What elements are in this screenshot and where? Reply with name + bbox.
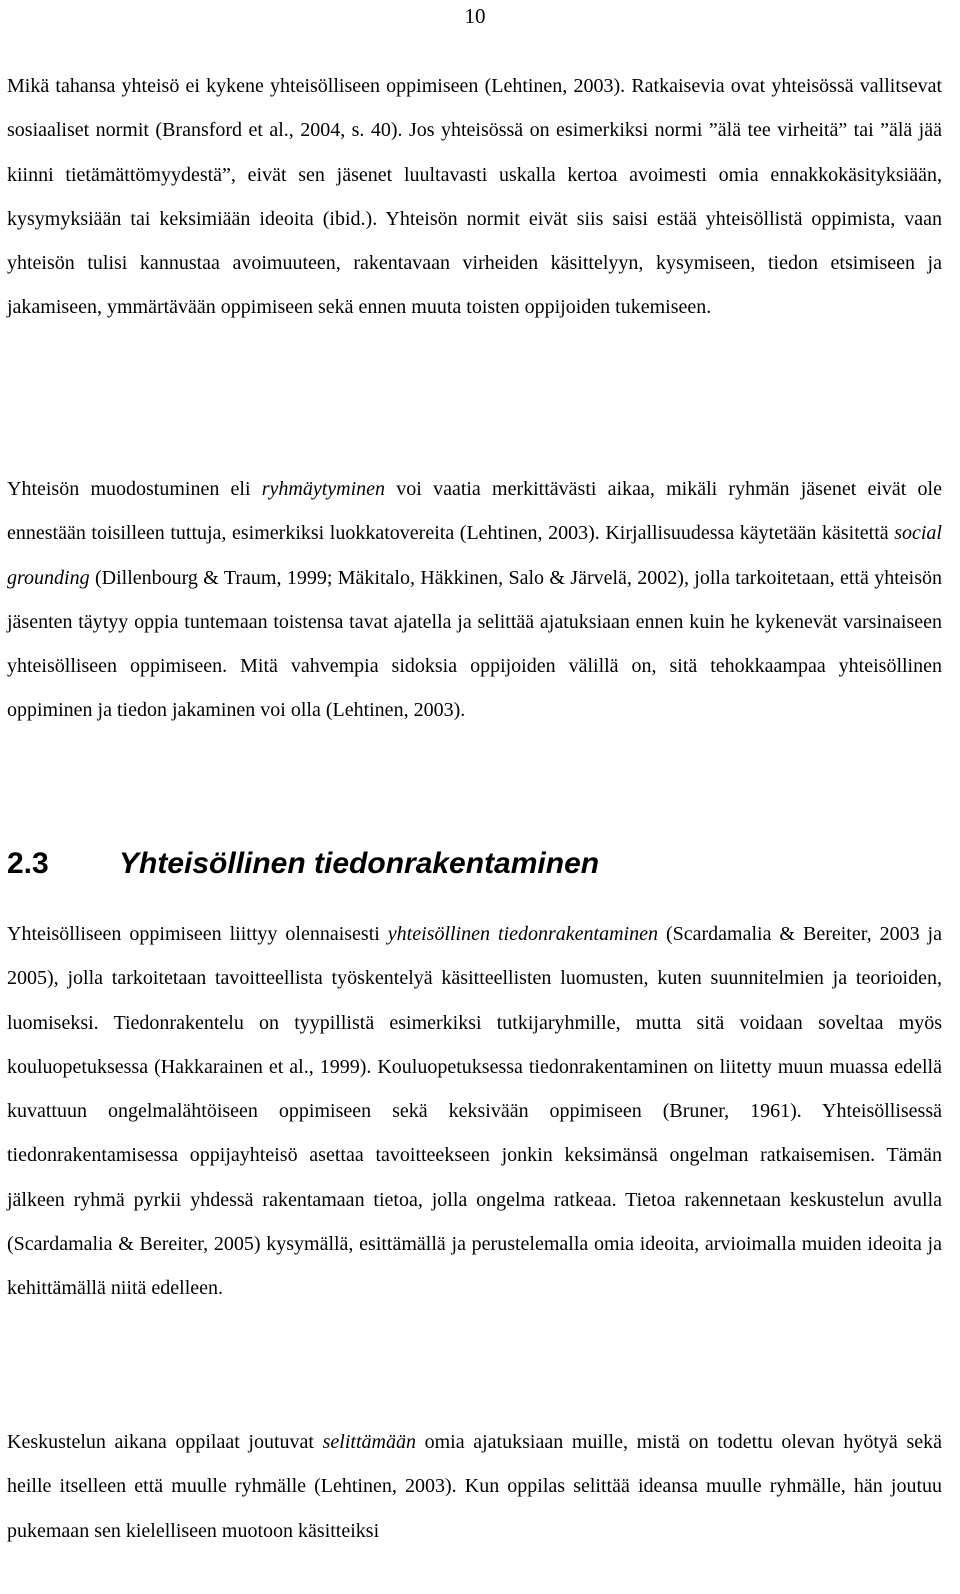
text-run: Mikä tahansa yhteisö ei kykene yhteisölliseen oppimiseen (Lehtinen, 2003). Ratkaisevia ovat yhteisössä vallitsevat sosiaaliset normit (Bransford et al., 2004, s. 40). Jos yhteisössä on esimerkiksi normi ”älä tee virheitä” tai ”älä jää kiinni tietämättömyydestä”, eivät sen jäsenet luultavasti uskalla kertoa avoimesti omia ennakkokäsityksiään, kysymyksiään tai keksimiään ideoita (ibid.). Yhteisön normit eivät siis saisi estää yhteisöllistä oppimista, vaan yhteisön tulisi kannustaa avoimuuteen, rakentavaan virheiden käsittelyyn, kysymiseen, tiedon etsimiseen ja jakamiseen, ymmärtävään oppimiseen sekä ennen muuta toisten oppijoiden tukemiseen. [7,75,942,319]
text-run: (Dillenbourg & Traum, 1999; Mäkitalo, Häkkinen, Salo & Järvelä, 2002), jolla tarkoitetaan, että yhteisön jäsenten täytyy oppia tuntemaan toistensa tavat ajatella ja selittää ajatuksiaan ennen kuin he kykenevät varsinaiseen yhteisölliseen oppimiseen. Mitä vahvempia sidoksia oppijoiden välillä on, sitä tehokkaampaa yhteisöllinen oppiminen ja tiedon jakaminen voi olla (Lehtinen, 2003). [7,566,942,722]
italic-term: yhteisöllinen tiedonrakentaminen [387,923,658,945]
section-title: Yhteisöllinen tiedonrakentaminen [119,847,600,880]
text-run: (Scardamalia & Bereiter, 2003 ja 2005), jolla tarkoitetaan tavoitteellista työskentelyä käsitteellisten luomusten, kuten suunnitelmien ja teorioiden, luomiseksi. Tiedonrakentelu on tyypillistä esimerkiksi tutkijaryhmille, mutta sitä voidaan soveltaa myös kouluopetuksessa (Hakkarainen et al., 1999). Kouluopetuksessa tiedonrakentaminen on liitetty muun muassa edellä kuvattuun ongelmalähtöiseen oppimiseen sekä keksivään oppimiseen (Bruner, 1961). Yhteisöllisessä tiedonrakentamisessa oppijayhteisö asettaa tavoitteekseen jonkin keksimänsä ongelman ratkaisemisen. Tämän jälkeen ryhmä pyrkii yhdessä rakentamaan tietoa, jolla ongelma ratkeaa. Tietoa rakennetaan keskustelun avulla (Scardamalia & Bereiter, 2005) kysymällä, esittämällä ja perustelemalla omia ideoita, arvioimalla muiden ideoita ja kehittämällä niitä edelleen. [7,923,942,1300]
paragraph-1 [7,64,942,330]
paragraph-3 [7,912,942,1311]
page-number: 10 [464,4,486,28]
section-number: 2.3 [7,847,49,880]
text-run: voi vaatia merkittävästi aikaa, mikäli ryhmän jäsenet eivät ole ennestään toisilleen tuttuja, esimerkiksi luokkatovereita (Lehtinen, 2003). Kirjallisuudessa käytetään käsitettä [7,478,942,545]
italic-term: social grounding [7,522,942,589]
italic-term: selittämään [322,1431,416,1453]
text-run: Yhteisölliseen oppimiseen liittyy olennaisesti [7,923,388,945]
paragraph-4 [7,1420,942,1553]
section-heading [7,846,599,882]
text-run: omia ajatuksiaan muille, mistä on todettu olevan hyötyä sekä heille itselleen että muulle ryhmälle (Lehtinen, 2003). Kun oppilas selittää ideansa muulle ryhmälle, hän joutuu pukemaan sen kielelliseen muotoon käsitteiksi [7,1431,942,1542]
italic-term: ryhmäytyminen [261,478,386,500]
text-run: Yhteisön muodostuminen eli [7,478,262,500]
paragraph-2 [7,467,942,733]
text-run: Keskustelun aikana oppilaat joutuvat [7,1431,323,1453]
